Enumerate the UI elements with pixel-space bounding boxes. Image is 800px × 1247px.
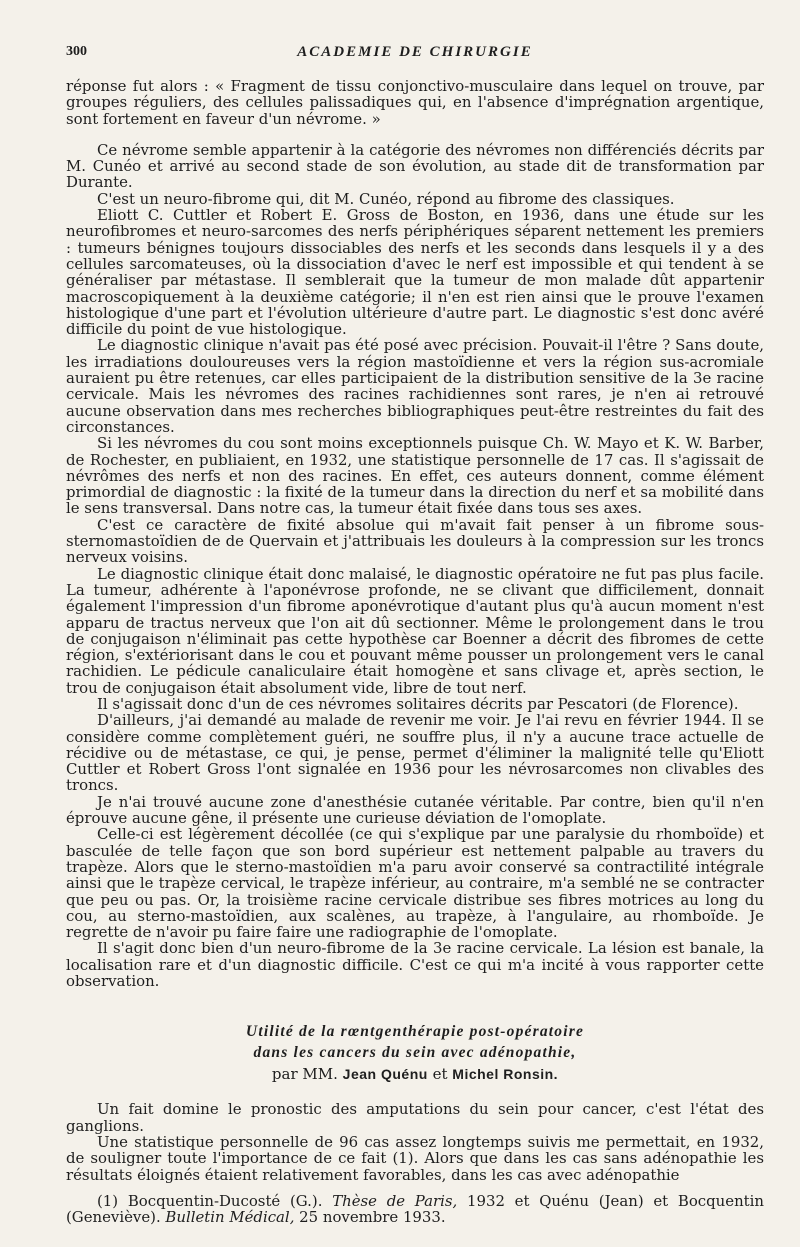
paragraph: D'ailleurs, j'ai demandé au malade de revenir me voir. Je l'ai revu en février 1944. Il se considère comme complètement guéri, ne souffre plus, il n'y a aucune trace actuelle de récidive ou de métastase, ce qui, je pense, permet d'éliminer la malignité telle qu'Eliott Cuttler et Robert Gross l'ont signalée en 1936 pour les névrosarcomes non clivables des troncs. bbox=[66, 711, 764, 795]
paragraph: Le diagnostic clinique était donc malaisé, le diagnostic opératoire ne fut pas plus facile. La tumeur, adhérente à l'aponévrose profonde, ne se clivant que difficilement, donnait également l'impression d'un fibrome aponévrotique d'autant plus qu'à aucun moment n'est apparu de tractus nerveux que l'on ait dû sectionner. Même le prolongement dans le trou de conjugaison n'éliminait pas cette hypothèse car Boenner a décrit des fibromes de cette région, s'extériorisant dans le cou et pouvant même pousser un prolongement vers le canal rachidien. Le pédicule canaliculaire était homogène et sans clivage et, après section, le trou de conjugaison était absolument vide, libre de tout nerf. bbox=[66, 564, 764, 697]
byline-prefix: par MM. bbox=[271, 1065, 338, 1084]
journal-title: ACADEMIE DE CHIRURGIE bbox=[297, 44, 533, 60]
article-body-new bbox=[66, 1101, 764, 1182]
paragraph: Si les névromes du cou sont moins exceptionnels puisque Ch. W. Mayo et K. W. Barber, de Rochester, en publiaient, en 1932, une statistique personnelle de 17 cas. Il s'agissait de névrômes des nerfs et non des racines. En effet, ces auteurs donnent, comme élément primordial de diagnostic : la fixité de la tumeur dans la direction du nerf et sa mobilité dans le sens transversal. Dans notre cas, la tumeur était fixée dans tous ses axes. bbox=[66, 434, 764, 518]
footnote-italic-1: Thèse de Paris, bbox=[332, 1191, 458, 1210]
paragraph: Eliott C. Cuttler et Robert E. Gross de Boston, en 1936, dans une étude sur les neurofibromes et neuro-sarcomes des nerfs périphériques séparent nettement les premiers : tumeurs bénignes toujours dissociables des nerfs et les seconds dans lesquels il y a des cellules sarcomateuses, où la dissociation d'avec le nerf est impossible et qui tendent à se généraliser par métastase. Il semblerait que la tumeur de mon malade dût appartenir macroscopiquement à la deuxième catégorie; il n'en est rien ainsi que le prouve l'examen histologique d'une part et l'évolution ultérieure d'autre part. Le diagnostic s'est donc avéré difficile du point de vue histologique. bbox=[66, 206, 764, 339]
paragraph: Ce névrome semble appartenir à la catégorie des névromes non différenciés décrits par M. Cunéo et arrivé au second stade de son évolution, au stade dit de transformation par Durante. bbox=[66, 140, 764, 192]
author-name: Jean Quénu bbox=[342, 1066, 428, 1083]
article-title-line-1: Utilité de la rœntgenthérapie post-opératoire bbox=[245, 1023, 585, 1041]
article-title-line-2: dans les cancers du sein avec adénopathie, bbox=[253, 1044, 577, 1062]
paragraph: Un fait domine le pronostic des amputations du sein pour cancer, c'est l'état des ganglions. bbox=[66, 1100, 764, 1135]
paragraph: C'est ce caractère de fixité absolue qui m'avait fait penser à un fibrome sous-sternomastoïdien de de Quervain et j'attribuais les douleurs à la compression sur les troncs nerveux voisins. bbox=[66, 515, 764, 567]
paragraph: Le diagnostic clinique n'avait pas été posé avec précision. Pouvait-il l'être ? Sans doute, les irradiations douloureuses vers la région mastoïdienne et vers la région sus-acromiale auraient pu être retenues, car elles participaient de la distribution sensitive de la 3e racine cervicale. Mais les névromes des racines rachidiennes sont rares, je n'en ai retrouvé aucune observation dans mes recherches bibliographiques peut-être restreintes du fait des circonstances. bbox=[66, 336, 764, 436]
running-header bbox=[66, 44, 764, 66]
paragraph: Je n'ai trouvé aucune zone d'anesthésie cutanée véritable. Par contre, bien qu'il n'en éprouve aucune gêne, il présente une curieuse déviation de l'omoplate. bbox=[66, 792, 764, 828]
paragraph: Il s'agissait donc d'un de ces névromes solitaires décrits par Pescatori (de Florence). bbox=[97, 694, 739, 713]
article-byline bbox=[66, 1063, 764, 1085]
article-body-previous bbox=[66, 78, 764, 989]
article-title bbox=[66, 1021, 764, 1063]
footnote-italic-2: Bulletin Médical, bbox=[165, 1208, 295, 1227]
paragraph: C'est un neuro-fibrome qui, dit M. Cunéo, répond au fibrome des classiques. bbox=[97, 189, 675, 208]
footnote-date: 25 novembre 1933. bbox=[299, 1208, 446, 1227]
footnote-ref: (1) Bocquentin-Ducosté (G.). bbox=[97, 1191, 323, 1210]
paragraph: réponse fut alors : « Fragment de tissu conjonctivo-musculaire dans lequel on trouve, par groupes réguliers, des cellules palissadiques qui, en l'absence d'imprégnation argentique, sont fortement en faveur d'un névrome. » bbox=[66, 77, 764, 128]
author-name: Michel Ronsin. bbox=[452, 1066, 559, 1083]
footnote-text: 1932 et Quénu (Jean) et Bocquentin (Geneviève). bbox=[66, 1191, 765, 1227]
paragraph: Celle-ci est légèrement décollée (ce qui s'explique par une paralysie du rhomboïde) et basculée de telle façon que son bord supérieur est nettement palpable au travers du trapèze. Alors que le sterno-mastoïdien m'a paru avoir conservé sa contractilité intégrale ainsi que le trapèze cervical, le trapèze inférieur, au contraire, m'a semblé ne se contracter que peu ou pas. Or, la troisième racine cervicale distribue ses fibres motrices au long du cou, au sterno-mastoïdien, aux scalènes, au trapèze, à l'angulaire, au rhomboïde. Je regrette de n'avoir pu faire faire une radiographie de l'omoplate. bbox=[66, 825, 764, 942]
page-number: 300 bbox=[66, 44, 87, 59]
paragraph: Il s'agit donc bien d'un neuro-fibrome de la 3e racine cervicale. La lésion est banale, la localisation rare et d'un diagnostic difficile. C'est ce qui m'a incité à vous rapporter cette observation. bbox=[66, 939, 764, 991]
byline-join: et bbox=[432, 1065, 448, 1084]
paragraph: Une statistique personnelle de 96 cas assez longtemps suivis me permettait, en 1932, de souligner toute l'importance de ce fait (1). Alors que dans les cas sans adénopathie les résultats éloignés étaient relativement favorables, dans les cas avec adénopathie bbox=[66, 1132, 764, 1184]
footnote bbox=[66, 1193, 764, 1226]
